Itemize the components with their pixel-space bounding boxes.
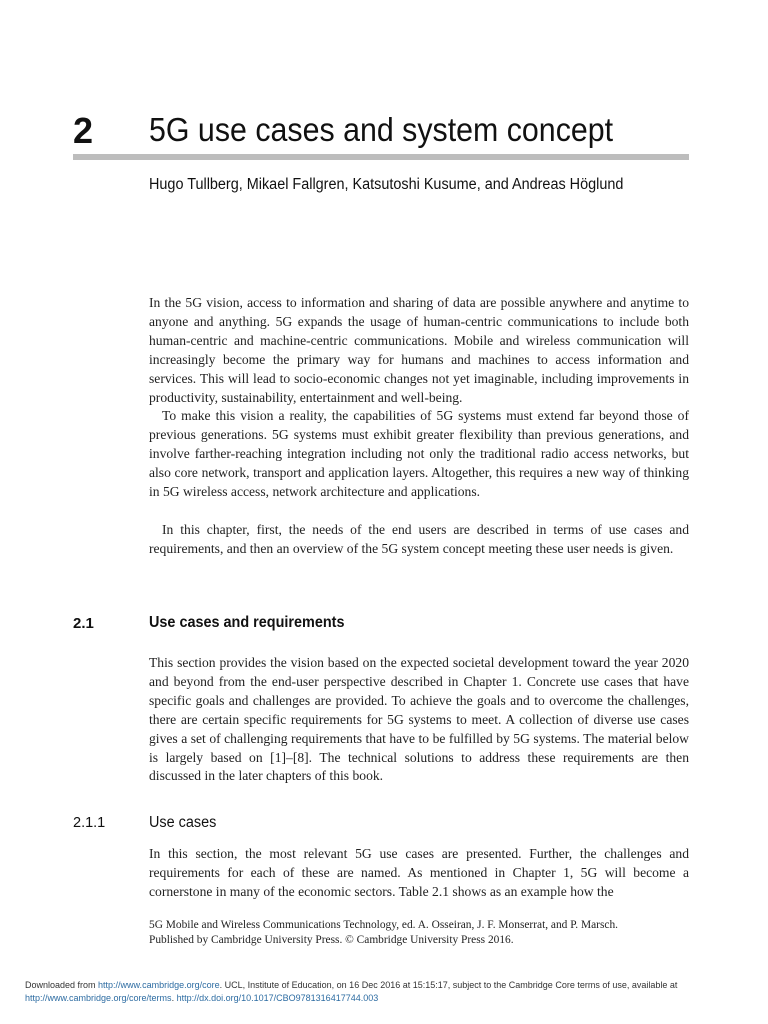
copyright-footnote <box>149 918 689 947</box>
section-title: Use cases and requirements <box>149 614 345 631</box>
link-separator: . <box>171 993 177 1003</box>
doi-link[interactable]: http://dx.doi.org/10.1017/CBO9781316417744.003 <box>176 993 379 1003</box>
download-middle: . UCL, Institute of Education, on 16 Dec 2016 at 15:15:17, subject to the Cambridge Core terms of use, available at <box>219 980 678 990</box>
download-prefix: Downloaded from <box>25 980 99 990</box>
title-rule <box>73 154 689 160</box>
footnote-line-1: 5G Mobile and Wireless Communications Technology, ed. A. Osseiran, J. F. Monserrat, and P. Marsch. <box>149 919 619 931</box>
footnote-line-2: Published by Cambridge University Press. © Cambridge University Press 2016. <box>149 933 514 946</box>
intro-paragraph-1: In the 5G vision, access to information and sharing of data are possible anywhere and anytime to anyone and anything. 5G expands the usage of human-centric communications to include both human-centric and machine-centric communications. Mobile and wireless communication will increasingly become the primary way for humans and machines to access information and services. This will lead to socio-economic changes not yet imaginable, including improvements in productivity, sustainability, entertainment and well-being. <box>149 295 689 405</box>
chapter-title: 5G use cases and system concept <box>149 111 614 148</box>
subsection-number: 2.1.1 <box>73 815 106 831</box>
cambridge-core-link[interactable]: http://www.cambridge.org/core <box>98 980 220 990</box>
section-number: 2.1 <box>73 615 94 632</box>
chapter-authors: Hugo Tullberg, Mikael Fallgren, Katsutoshi Kusume, and Andreas Höglund <box>149 176 624 193</box>
intro-paragraph-3: In this chapter, first, the needs of the end users are described in terms of use cases and requirements, and then an overview of the 5G system concept meeting these user needs is given. <box>149 522 689 556</box>
terms-link[interactable]: http://www.cambridge.org/core/terms <box>25 993 172 1003</box>
intro-paragraph-2: To make this vision a reality, the capabilities of 5G systems must extend far beyond those of previous generations. 5G systems must exhibit greater flexibility than previous generations, and involve farther-reaching integration including not only the traditional radio access networks, but also core network, transport and application layers. Altogether, this requires a new way of thinking in 5G wireless access, network architecture and applications. <box>149 408 689 499</box>
download-notice <box>25 979 755 1005</box>
chapter-number: 2 <box>73 110 94 151</box>
subsection-paragraph: In this section, the most relevant 5G use cases are presented. Further, the challenges and requirements for each of these are named. As mentioned in Chapter 1, 5G will become a cornerstone in many of the economic sectors. Table 2.1 shows as an example how the <box>149 846 689 899</box>
subsection-title: Use cases <box>149 814 217 831</box>
section-paragraph: This section provides the vision based on the expected societal development toward the year 2020 and beyond from the end-user perspective described in Chapter 1. Concrete use cases that have specific goals and challenges are provided. To achieve the goals and to overcome the challenges, there are certain specific requirements for 5G systems to meet. A collection of diverse use cases gives a set of challenging requirements that have to be fulfilled by 5G systems. The material below is largely based on [1]–[8]. The technical solutions to address these requirements are then discussed in the later chapters of this book. <box>149 655 689 784</box>
